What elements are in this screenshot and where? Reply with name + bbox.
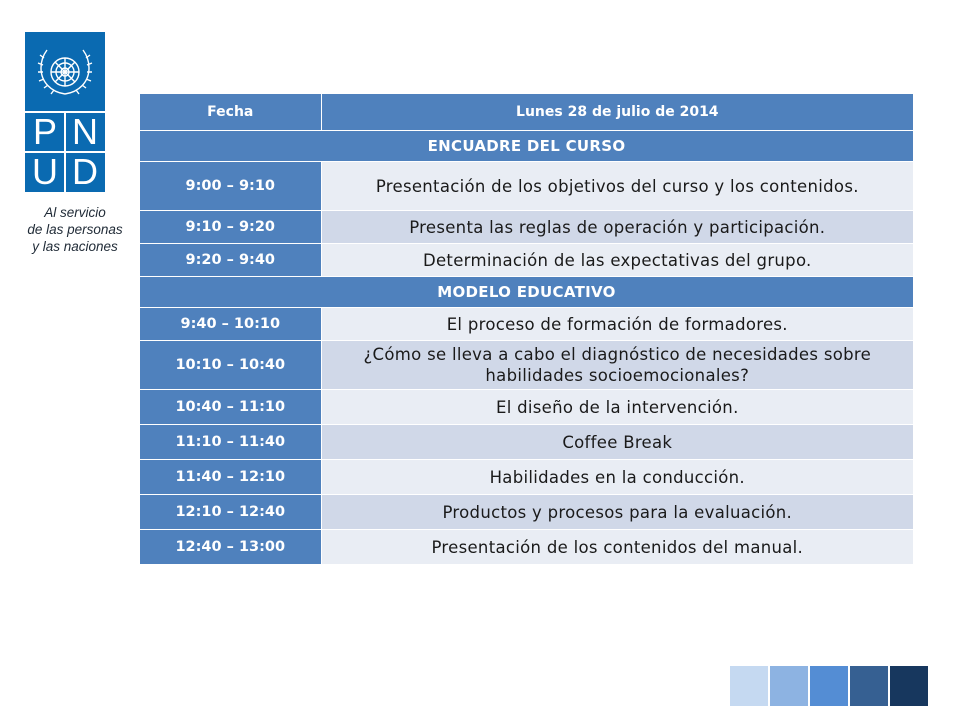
time-cell: 9:20 – 9:40 — [140, 244, 322, 277]
color-swatch — [810, 666, 848, 706]
color-swatch-bar — [730, 666, 928, 706]
time-cell: 10:10 – 10:40 — [140, 341, 322, 390]
color-swatch — [850, 666, 888, 706]
time-cell: 12:40 – 13:00 — [140, 530, 322, 565]
activity-cell: Coffee Break — [321, 425, 913, 460]
section-row — [140, 277, 914, 308]
table-row — [140, 530, 914, 565]
table-row — [140, 211, 914, 244]
table-row — [140, 425, 914, 460]
time-cell: 10:40 – 11:10 — [140, 390, 322, 425]
activity-cell: Presentación de los objetivos del curso y los contenidos. — [321, 162, 913, 211]
color-swatch — [730, 666, 768, 706]
section-title: ENCUADRE DEL CURSO — [140, 131, 914, 162]
table-row — [140, 341, 914, 390]
logo-letters — [25, 112, 105, 192]
date-label: Fecha — [140, 94, 322, 131]
logo-letter: D — [72, 151, 98, 192]
time-cell: 9:00 – 9:10 — [140, 162, 322, 211]
logo-tagline — [20, 204, 130, 255]
undp-logo — [25, 32, 105, 192]
color-swatch — [890, 666, 928, 706]
activity-cell: Presentación de los contenidos del manual. — [321, 530, 913, 565]
time-cell: 9:10 – 9:20 — [140, 211, 322, 244]
section-title: MODELO EDUCATIVO — [140, 277, 914, 308]
table-row — [140, 244, 914, 277]
table-row — [140, 495, 914, 530]
table-header-row — [140, 94, 914, 131]
time-cell: 11:40 – 12:10 — [140, 460, 322, 495]
activity-cell: Presenta las reglas de operación y participación. — [321, 211, 913, 244]
logo-letter: P — [32, 111, 57, 152]
logo-letter: U — [32, 151, 58, 192]
time-cell: 9:40 – 10:10 — [140, 308, 322, 341]
schedule-table — [139, 93, 914, 565]
tagline-line: Al servicio — [44, 205, 106, 220]
table-row — [140, 308, 914, 341]
logo-letter: N — [72, 111, 98, 152]
table-row — [140, 460, 914, 495]
time-cell: 12:10 – 12:40 — [140, 495, 322, 530]
table-row — [140, 390, 914, 425]
section-row — [140, 131, 914, 162]
un-emblem-icon — [25, 32, 105, 112]
activity-cell: El diseño de la intervención. — [321, 390, 913, 425]
date-value: Lunes 28 de julio de 2014 — [321, 94, 913, 131]
activity-cell: Determinación de las expectativas del grupo. — [321, 244, 913, 277]
activity-cell: El proceso de formación de formadores. — [321, 308, 913, 341]
activity-cell: ¿Cómo se lleva a cabo el diagnóstico de necesidades sobre habilidades socioemocionales? — [321, 341, 913, 390]
tagline-line: y las naciones — [32, 239, 118, 254]
color-swatch — [770, 666, 808, 706]
time-cell: 11:10 – 11:40 — [140, 425, 322, 460]
tagline-line: de las personas — [27, 222, 123, 237]
activity-cell: Habilidades en la conducción. — [321, 460, 913, 495]
table-row — [140, 162, 914, 211]
activity-cell: Productos y procesos para la evaluación. — [321, 495, 913, 530]
